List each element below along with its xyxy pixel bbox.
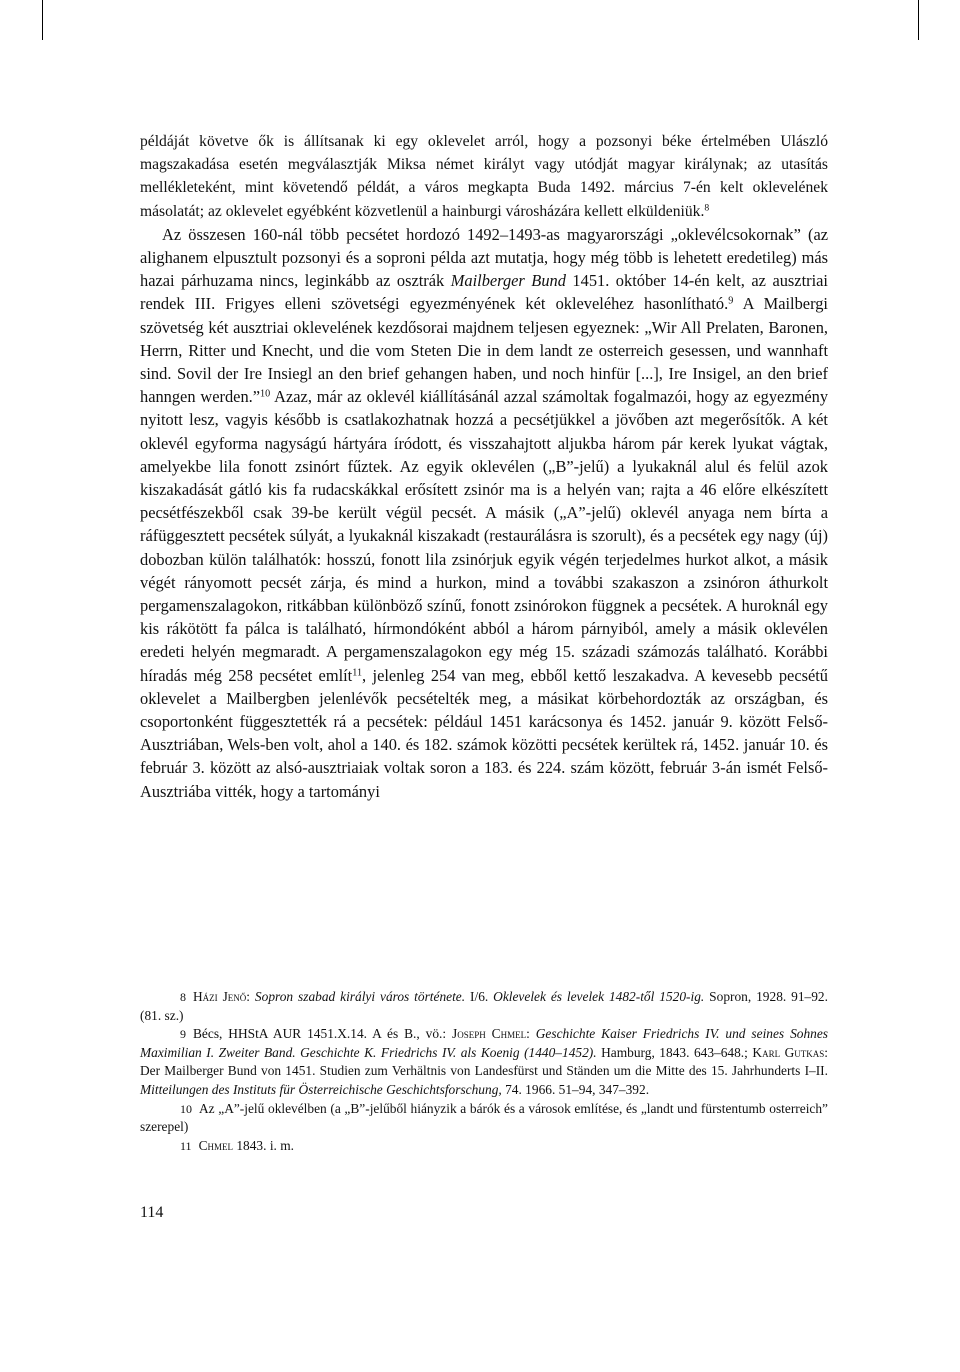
- page-number: 114: [140, 1204, 164, 1221]
- crop-mark-top-left: [42, 0, 43, 40]
- footnote-9: 9 Bécs, HHStA AUR 1451.X.14. A és B., vö.: Joseph Chmel: Geschichte Kaiser Friedrichs IV. und seines Sohnes Maximilian I. Zweiter Band. Geschichte K. Friedrichs IV. als Koenig (1440–1452). Hamburg, 1843. 643–648.; Karl Gutkas: Der Mailberger Bund von 1451. Studien zum Verhältnis von Landesfürst und Ständen um die Mitte des 15. Jahrhunderts I–II. Mitteilungen des Instituts für Österreichische Geschichtsforschung, 74. 1966. 51–94, 347–392.: [140, 1026, 828, 1097]
- footnote-ref-9[interactable]: 9: [728, 295, 734, 307]
- main-text: [140, 130, 828, 803]
- footnotes: [140, 988, 828, 1155]
- paragraph-2: Az összesen 160-nál több pecsétet hordozó 1492–1493-as magyarországi „oklevélcsokornak” (az alighanem elpusztult pozsonyi és a soproni példa azt mutatja, hogy még több is lehetett eredetileg) más hazai párhuzama nincs, leginkább az osztrák Mailberger Bund 1451. október 14-én kelt, az ausztriai rendek III. Frigyes elleni szövetségi egyezményének két okleveléhez hasonlítható.$^9$ A Mailbergi szövetség két ausztriai oklevelének kezdősorai majdnem teljesen egyeznek: „Wir All Prelaten, Baronen, Herrn, Ritter und Knecht, und die vom Steten Die in dem landt ze osterreich gesessen, und wannhaft sind. Sovil der Ire Insiegl an den brief gehangen haben, und noch hinfür [...], Ire Insigel, an den brief hanngen werden.”$^{10}$ Azaz, már az oklevél kiállításánál azzal számoltak fogalmazói, hogy az egyezmény nyitott lesz, vagyis később is csatlakozhatnak hozzá a pecsétjükkel a jövőben azt megerősítők. A két oklevél egyforma nagyságú hártyára íródott, és visszahajtott aljukba három pár kerek lyukat vágtak, amelyekbe lila fonott zsinórt fűztek. Az egyik oklevélen („B”-jelű) a lyukaknál alul és felül azok kiszakadását gátló kis fa rudacskákkal erősített zsinór ma is a helyén van; rajta a 46 előre elkészített pecsétfészekből csak 39-be került végül pecsét. A másik („A”-jelű) oklevél anyaga nem bírta a ráfüggesztett pecsétek súlyát, a lyukaknál kiszakadt (restaurálásra is szorult), és a pecsétek egy nagy (új) dobozban külön találhatók: hosszú, fonott lila zsinórjuk egyik végén terjedelmes hurkot alkot, a másik végét rányomott pecsét zárja, és mind a hurkon, mind a további szakaszon a zsinóron áthurkolt pergamenszalagokon, ritkábban különböző színű, fonott zsinórokon függnek a pecsétek. A huroknál egy kis rákötött fa pálca is található, hírmondóként abból a három párnyiból, amely a másik oklevélen eredeti helyén megmaradt. A pergamenszalagokon egy még 15. századi számozás található. Korábbi híradás még 258 pecsétet említ$^{11}$, jelenleg 254 van meg, ebből kettő leszakadva. A kevesebb pecsétű oklevelet a Mailbergben jelenlévők pecsételték meg, a másikat körbehordozták az országban, és csoportonként függesztették rá a pecsétek: például 1451 karácsonya és 1452. január 9. között Felső-Ausztriában, Wels-ben volt, ahol a 140. és 182. számok közötti pecsétek kerültek rá, 1452. január 10. és február 3. között az alsó-ausztriaiak voltak soron a 183. és 224. szám között, február 3-án ismét Felső-Ausztriába vitték, hogy a tartományi: [140, 224, 829, 801]
- footnote-10: 10 Az „A”-jelű oklevélben (a „B”-jelűből hiányzik a bárók és a városok említése, és „landt und fürstentumb osterreich” szerepel): [140, 1100, 828, 1135]
- footnote-ref-11[interactable]: 11: [352, 667, 363, 679]
- footnote-11: 11 Chmel 1843. i. m.: [180, 1137, 295, 1153]
- footnote-ref-8[interactable]: 8: [704, 202, 710, 214]
- crop-mark-top-right: [918, 0, 919, 40]
- footnote-8: 8 Házi Jenő: Sopron szabad királyi város története. I/6. Oklevelek és levelek 1482-től 1520-ig. Sopron, 1928. 91–92. (81. sz.): [140, 989, 828, 1023]
- footnote-ref-10[interactable]: 10: [260, 388, 271, 400]
- paragraph-1: példáját követve ők is állítsanak ki egy oklevelet arról, hogy a pozsonyi béke értelmében Ulászló magszakadása esetén megválasztják Miksa német királyt vagy utódját magyar királynak; az utasítás mellékleteként, mint követendő példát, a város megkapta Buda 1492. március 7-én kelt oklevelének másolatát; az oklevelet egyébként közvetlenül a hainburgi városházára kellett elküldeniük.$^8$: [140, 133, 828, 220]
